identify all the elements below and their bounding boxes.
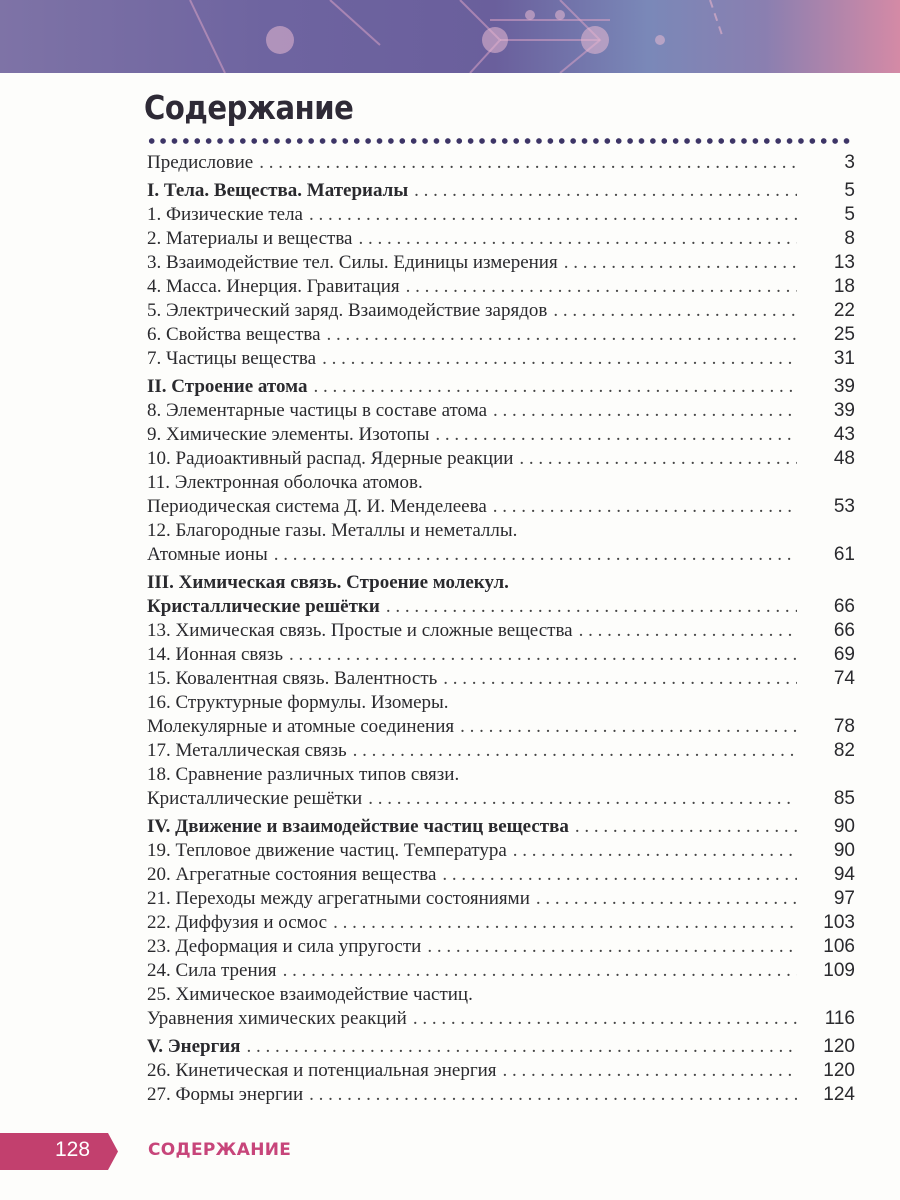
toc-entry-title-first-line: 25. Химическое взаимодействие частиц. [147,984,473,1005]
toc-entry [147,323,855,347]
toc-entry [147,691,855,739]
dot-leader [553,299,797,323]
header-banner-decoration [0,0,900,73]
toc-entry [147,299,855,323]
dot-leader [503,1059,797,1083]
toc-entry-title: 5. Электрический заряд. Взаимодействие зарядов [147,300,548,321]
toc-entry [147,959,855,983]
toc-entry-page: 31 [833,348,855,369]
toc-entry-title: 10. Радиоактивный распад. Ядерные реакции [147,448,514,469]
dot-leader [413,1007,797,1031]
toc-entry-title: Атомные ионы [147,544,268,565]
dot-leader [460,715,797,739]
toc-entry-page: 18 [833,276,855,297]
running-title: СОДЕРЖАНИЕ [148,1140,292,1160]
toc-entry-title: 27. Формы энергии [147,1084,304,1105]
toc-entry-title: 1. Физические тела [147,204,303,225]
toc-entry-page: 90 [833,840,855,861]
toc-entry-page: 94 [833,864,855,885]
toc-entry-title: 9. Химические элементы. Изотопы [147,424,430,445]
dot-leader [513,839,797,863]
dot-leader [327,323,797,347]
toc-entry-page: 82 [833,740,855,761]
dot-leader [406,275,797,299]
dot-leader [246,1035,797,1059]
toc-section [147,815,855,839]
dot-leader [414,179,797,203]
toc-entry-title: I. Тела. Вещества. Материалы [147,180,409,201]
toc-entry-title: 6. Свойства вещества [147,324,321,345]
toc-entry-page: 85 [833,788,855,809]
toc-entry [147,935,855,959]
toc-entry [147,643,855,667]
dot-leader [322,347,797,371]
dot-leader [575,815,797,839]
toc-entry [147,227,855,251]
toc-entry-title: Молекулярные и атомные соединения [147,716,455,737]
toc-entry-title: 24. Сила трения [147,960,277,981]
toc-entry [147,983,855,1031]
toc-entry-title: Предисловие [147,152,254,173]
toc-entry-title-first-line: 16. Структурные формулы. Изомеры. [147,692,449,713]
dot-leader [259,151,797,175]
toc-entry [147,203,855,227]
toc-entry [147,347,855,371]
toc-entry-title: 4. Масса. Инерция. Гравитация [147,276,400,297]
toc-entry-title-first-line: III. Химическая связь. Строение молекул. [147,572,509,593]
toc-entry-page: 13 [833,252,855,273]
toc-entry-title: 14. Ионная связь [147,644,284,665]
toc-entry-title: 13. Химическая связь. Простые и сложные вещества [147,620,573,641]
toc-entry-page: 90 [833,816,855,837]
toc-entry-page: 124 [823,1084,855,1105]
toc-entry-page: 74 [833,668,855,689]
toc-entry-page: 69 [833,644,855,665]
toc-entry-page: 43 [833,424,855,445]
page-title: Содержание [144,88,354,127]
toc-entry-title: V. Энергия [147,1036,241,1057]
dot-leader [313,375,797,399]
title-dotted-divider [146,136,854,146]
dot-leader [519,447,797,471]
dot-leader [333,911,797,935]
toc-entry [147,1083,855,1107]
toc-entry [147,763,855,811]
toc-entry-page: 39 [833,400,855,421]
toc-entry [147,447,855,471]
toc-entry-title: 15. Ковалентная связь. Валентность [147,668,438,689]
toc-entry-page: 78 [833,716,855,737]
toc-entry [147,399,855,423]
dot-leader [386,595,797,619]
dot-leader [289,643,797,667]
dot-leader [274,543,797,567]
toc-entry [147,151,855,175]
dot-leader [442,863,797,887]
toc-section [147,375,855,399]
toc-entry-page: 109 [823,960,855,981]
toc-entry-page: 61 [833,544,855,565]
toc-entry-page: 97 [833,888,855,909]
toc-entry-title: Кристаллические решётки [147,788,363,809]
toc-entry-page: 22 [833,300,855,321]
toc-entry-page: 116 [824,1008,855,1029]
toc-entry-title-first-line: 12. Благородные газы. Металлы и неметаллы. [147,520,518,541]
toc-entry-title: Кристаллические решётки [147,596,380,617]
toc-entry [147,667,855,691]
toc-entry-title: 23. Деформация и сила упругости [147,936,422,957]
toc-entry-title: 2. Материалы и вещества [147,228,353,249]
dot-leader [358,227,797,251]
toc-entry-page: 39 [833,376,855,397]
toc-entry [147,275,855,299]
dot-leader [443,667,797,691]
page-number: 128 [55,1138,91,1161]
toc-section [147,1035,855,1059]
dot-leader [435,423,797,447]
toc-entry-page: 3 [844,152,855,173]
toc-entry-page: 103 [823,912,855,933]
dot-leader [427,935,797,959]
toc-entry [147,519,855,567]
toc-entry-title: 3. Взаимодействие тел. Силы. Единицы измерения [147,252,558,273]
dot-leader [283,959,797,983]
toc-entry-page: 5 [844,180,855,201]
toc-section [147,571,855,619]
toc-entry [147,471,855,519]
toc-entry-title: 22. Диффузия и осмос [147,912,328,933]
toc-entry-title-first-line: 18. Сравнение различных типов связи. [147,764,460,785]
dot-leader [564,251,797,275]
toc-entry [147,1059,855,1083]
dot-leader [309,203,797,227]
toc-entry-title-first-line: 11. Электронная оболочка атомов. [147,472,423,493]
toc-entry-page: 66 [833,596,855,617]
toc-entry-title: 7. Частицы вещества [147,348,317,369]
toc-entry-page: 120 [823,1036,855,1057]
dot-leader [536,887,797,911]
circuit-pattern-icon [0,0,900,73]
toc-entry [147,911,855,935]
toc-entry-title: 8. Элементарные частицы в составе атома [147,400,488,421]
toc-entry [147,839,855,863]
toc-entry-title: 26. Кинетическая и потенциальная энергия [147,1060,497,1081]
toc-entry [147,251,855,275]
toc-entry-page: 106 [823,936,855,957]
toc-entry-title: 20. Агрегатные состояния вещества [147,864,437,885]
dot-leader [493,399,797,423]
toc-entry-page: 5 [844,204,855,225]
toc-section [147,179,855,203]
dot-leader [368,787,797,811]
toc-entry-page: 25 [833,324,855,345]
toc-entry-title: 21. Переходы между агрегатными состояниями [147,888,530,909]
toc-entry [147,739,855,763]
toc-entry [147,887,855,911]
toc-entry-page: 120 [823,1060,855,1081]
toc-entry-title: IV. Движение и взаимодействие частиц вещества [147,816,569,837]
toc-entry [147,619,855,643]
toc-entry [147,423,855,447]
dot-leader [579,619,797,643]
dot-leader [493,495,797,519]
dot-leader [353,739,797,763]
toc-entry-title: 19. Тепловое движение частиц. Температура [147,840,507,861]
toc-entry-page: 8 [844,228,855,249]
toc-entry-page: 66 [833,620,855,641]
toc-entry-title: Уравнения химических реакций [147,1008,407,1029]
table-of-contents [147,151,855,1107]
toc-entry-title: Периодическая система Д. И. Менделеева [147,496,487,517]
toc-entry [147,863,855,887]
dot-leader [309,1083,797,1107]
toc-entry-page: 53 [833,496,855,517]
toc-entry-page: 48 [833,448,855,469]
toc-entry-title: II. Строение атома [147,376,308,397]
toc-entry-title: 17. Металлическая связь [147,740,347,761]
